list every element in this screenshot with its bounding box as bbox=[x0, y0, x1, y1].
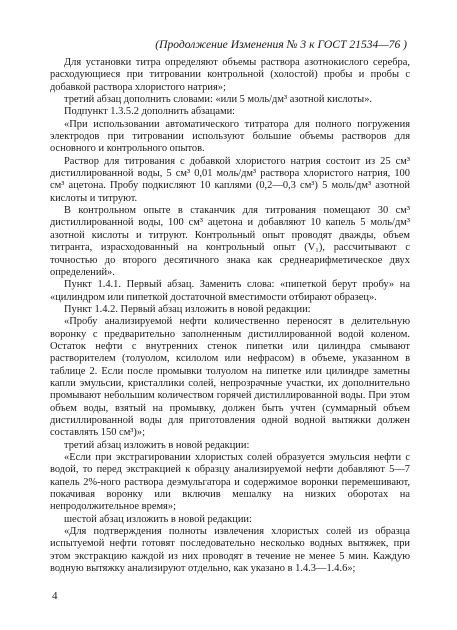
page-header: (Продолжение Изменения № 3 к ГОСТ 21534—76 ) bbox=[155, 38, 407, 51]
paragraph: Пункт 1.4.2. Первый абзац изложить в новой редакции: bbox=[64, 303, 311, 315]
page-number: 4 bbox=[52, 590, 58, 602]
paragraph: третий абзац изложить в новой редакции: bbox=[64, 439, 250, 451]
paragraph: шестой абзац изложить в новой редакции: bbox=[64, 513, 252, 525]
paragraph: Подпункт 1.3.5.2 дополнить абзацами: bbox=[64, 106, 236, 118]
paragraph: «При использовании автоматического титратора для полного погружения электродов при титровании используют большие объемы растворов для основного и контрольного опытов. bbox=[50, 118, 410, 155]
paragraph: Для установки титра определяют объемы раствора азотнокислого серебра, расходующиеся при титровании контрольной (холостой) пробы и пробы с добавкой раствора хлористого натрия»; bbox=[50, 57, 410, 93]
document-body bbox=[50, 57, 410, 575]
paragraph: третий абзац дополнить словами: «или 5 моль/дм³ азотной кислоты». bbox=[64, 94, 373, 106]
paragraph: «Если при экстрагировании хлористых солей образуется эмульсия нефти с водой, то перед экстракцией к образцу анализируемой нефти добавляют 5—7 капель 2%-ного раствора деэмульгатора и содержимое воронки перемешивают, покачивая воронку или включив мешалку на низких оборотах на непродолжительное время»; bbox=[50, 452, 410, 513]
paragraph: «Для подтверждения полноты извлечения хлористых солей из образца испытуемой нефти готовят последовательно несколько водных вытяжек, при этом экстракцию каждой из них проводят в течение не менее 5 мин. Каждую водную вытяжку анализируют отдельно, как указано в 1.4.3—1.4.6»; bbox=[50, 526, 410, 575]
paragraph: Пункт 1.4.1. Первый абзац. Заменить слова: «пипеткой берут пробу» на «цилиндром или пипеткой достаточной вместимости отбирают образец». bbox=[50, 279, 410, 303]
paragraph: Раствор для титрования с добавкой хлористого натрия состоит из 25 см³ дистиллированной воды, 5 см³ 0,01 моль/дм³ раствора хлористого натрия, 100 см³ ацетона. Пробу подкисляют 10 каплями (0,2—0,3 см³) 5 моль/дм³ азотной кислоты и титруют. bbox=[50, 155, 410, 204]
paragraph: В контрольном опыте в стаканчик для титрования помещают 30 см³ дистиллированной воды, 100 см³ ацетона и добавляют 10 капель 5 моль/дм³ азотной кислоты и титруют. Контрольный опыт проводят дважды, объем титранта, израсходованный на контрольный опыт (V₁), рассчитывают с точностью до второго десятичного знака как среднеарифметическое двух определений». bbox=[50, 205, 410, 278]
paragraph: «Пробу анализируемой нефти количественно переносят в делительную воронку с предварительно заполненным дистиллированной водой коленом. Остаток нефти с внутренних стенок пипетки или цилиндра смывают растворителем (толуолом, ксилолом или нефрасом) в объеме, указанном в таблице 2. Если после промывки толуолом на пипетке или цилиндре заметны капли эмульсии, кристаллики солей, непрозрачные участки, их дополнительно промывают небольшим количеством горячей дистиллированной воды. При этом объем воды, взятый на промывку, должен быть учтен (суммарный объем дистиллированной воды для приготовления одной водной вытяжки должен составлять 150 см³)»; bbox=[50, 316, 410, 439]
